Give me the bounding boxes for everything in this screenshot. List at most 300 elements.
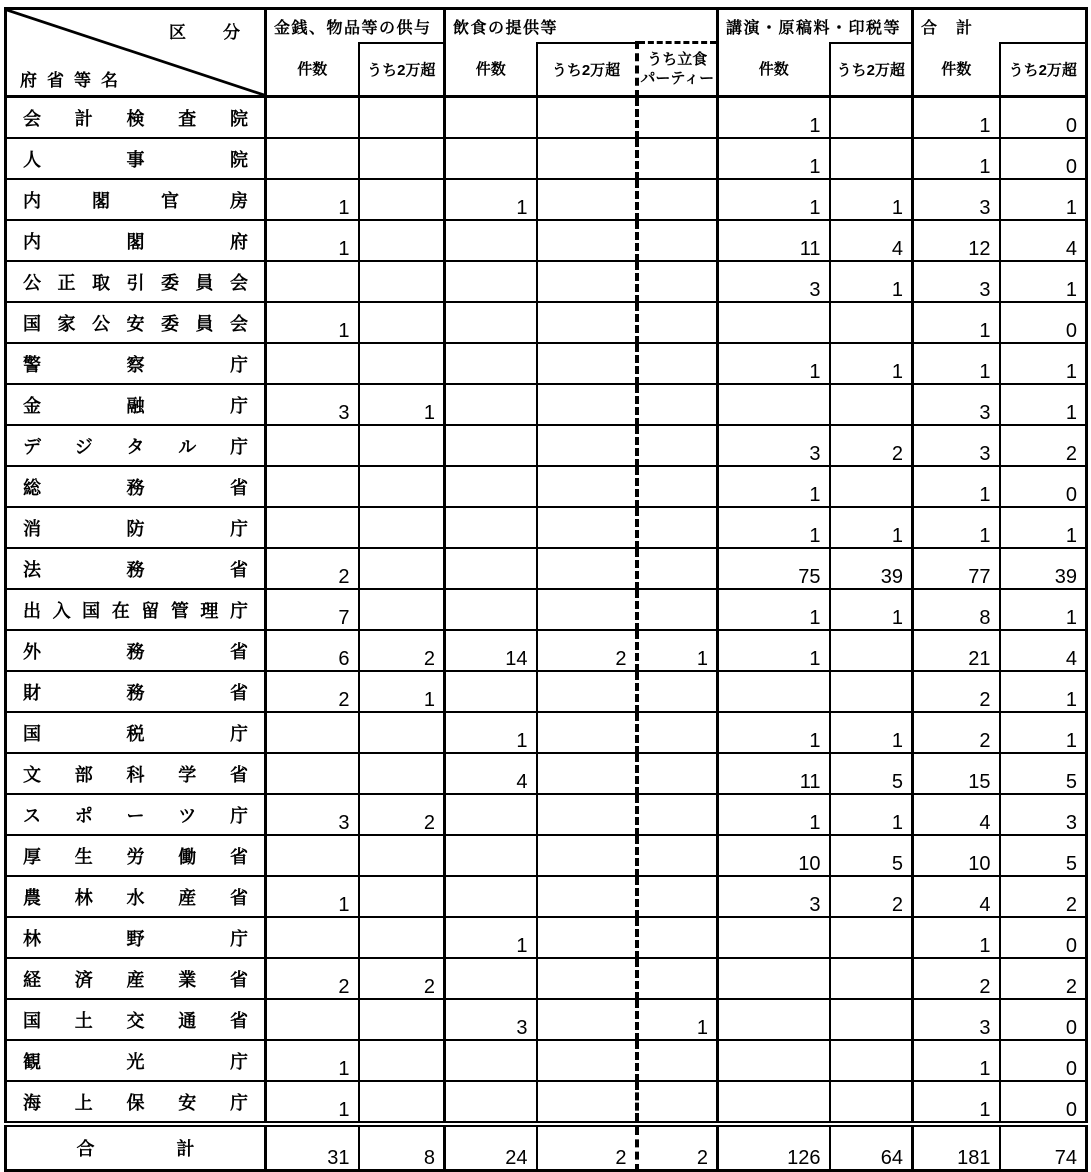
ministry-name: 厚 生 労 働 省 (6, 835, 266, 876)
cell-food-standing-party (637, 466, 718, 507)
cell-money-cases (266, 507, 359, 548)
cell-lecture-cases (718, 671, 830, 712)
table-row (6, 261, 1087, 302)
cell-money-over20k (359, 507, 445, 548)
ministry-name: 財 務 省 (6, 671, 266, 712)
cell-lecture-cases: 3 (718, 425, 830, 466)
cell-total-cases: 1 (913, 138, 1000, 179)
ministry-name: 外 務 省 (6, 630, 266, 671)
cell-money-over20k: 2 (359, 630, 445, 671)
cell-lecture-cases: 75 (718, 548, 830, 589)
cell-food-over20k (537, 1081, 637, 1124)
cell-total-over20k: 0 (1000, 917, 1087, 958)
cell-lecture-cases: 11 (718, 220, 830, 261)
cell-lecture-cases (718, 958, 830, 999)
cell-lecture-over20k: 1 (830, 261, 913, 302)
cell-food-over20k (537, 876, 637, 917)
cell-food-standing-party: 2 (637, 1124, 718, 1171)
cell-food-cases (445, 958, 537, 999)
cell-total-over20k: 4 (1000, 220, 1087, 261)
cell-money-over20k (359, 835, 445, 876)
cell-food-cases (445, 835, 537, 876)
cell-food-cases (445, 97, 537, 139)
cell-money-over20k: 2 (359, 794, 445, 835)
table-row (6, 343, 1087, 384)
cell-food-cases (445, 1081, 537, 1124)
cell-food-over20k (537, 671, 637, 712)
cell-food-over20k (537, 261, 637, 302)
cell-food-standing-party (637, 753, 718, 794)
cell-food-standing-party (637, 507, 718, 548)
cell-money-over20k (359, 220, 445, 261)
ministry-name: 総 務 省 (6, 466, 266, 507)
cell-lecture-over20k: 1 (830, 712, 913, 753)
cell-food-over20k (537, 220, 637, 261)
cell-total-over20k: 5 (1000, 835, 1087, 876)
ministry-name: 法 務 省 (6, 548, 266, 589)
cell-food-cases (445, 794, 537, 835)
cell-food-standing-party (637, 138, 718, 179)
cell-total-over20k: 1 (1000, 671, 1087, 712)
cell-food-standing-party (637, 548, 718, 589)
cell-money-over20k (359, 712, 445, 753)
standing-party-line2: パーティー (640, 69, 715, 87)
table-row (6, 97, 1087, 139)
cell-lecture-cases (718, 1040, 830, 1081)
cell-food-over20k (537, 302, 637, 343)
cell-money-over20k (359, 261, 445, 302)
cell-food-cases: 14 (445, 630, 537, 671)
cell-total-cases: 1 (913, 507, 1000, 548)
cell-food-standing-party (637, 97, 718, 139)
table-row (6, 1040, 1087, 1081)
cell-total-over20k: 74 (1000, 1124, 1087, 1171)
cell-lecture-cases (718, 917, 830, 958)
table-row (6, 712, 1087, 753)
cell-lecture-over20k (830, 917, 913, 958)
cell-lecture-cases (718, 1081, 830, 1124)
cell-money-over20k (359, 302, 445, 343)
ministry-name: 公 正 取 引 委 員 会 (6, 261, 266, 302)
cell-lecture-cases: 1 (718, 507, 830, 548)
cell-total-over20k: 1 (1000, 261, 1087, 302)
cell-total-over20k: 3 (1000, 794, 1087, 835)
cell-food-standing-party (637, 589, 718, 630)
cell-food-standing-party (637, 1040, 718, 1081)
cell-food-over20k (537, 97, 637, 139)
cell-food-over20k (537, 466, 637, 507)
cell-food-cases (445, 671, 537, 712)
ministry-name: 内 閣 府 (6, 220, 266, 261)
cell-lecture-over20k (830, 384, 913, 425)
ministry-name: 消 防 庁 (6, 507, 266, 548)
cell-lecture-over20k: 64 (830, 1124, 913, 1171)
cell-money-cases: 1 (266, 179, 359, 220)
cell-food-cases: 1 (445, 179, 537, 220)
subheader-over20k-lecture: うち2万超 (830, 43, 913, 97)
cell-food-standing-party (637, 261, 718, 302)
cell-food-standing-party (637, 179, 718, 220)
cell-total-cases: 1 (913, 1081, 1000, 1124)
ministry-name: 海 上 保 安 庁 (6, 1081, 266, 1124)
cell-money-over20k (359, 548, 445, 589)
table-row (6, 466, 1087, 507)
table-row (6, 425, 1087, 466)
cell-food-over20k (537, 343, 637, 384)
cell-money-over20k (359, 466, 445, 507)
table-row (6, 1081, 1087, 1124)
cell-food-cases (445, 425, 537, 466)
cell-lecture-over20k (830, 97, 913, 139)
cell-money-over20k: 1 (359, 384, 445, 425)
cell-food-over20k (537, 589, 637, 630)
table-row (6, 138, 1087, 179)
cell-lecture-cases: 1 (718, 712, 830, 753)
table-row (6, 548, 1087, 589)
subheader-cases-total: 件数 (913, 43, 1000, 97)
cell-food-cases (445, 507, 537, 548)
table-row (6, 671, 1087, 712)
cell-lecture-cases: 10 (718, 835, 830, 876)
cell-food-standing-party (637, 917, 718, 958)
cell-total-over20k: 1 (1000, 589, 1087, 630)
cell-total-cases: 3 (913, 425, 1000, 466)
cell-money-cases: 3 (266, 794, 359, 835)
cell-total-over20k: 4 (1000, 630, 1087, 671)
cell-food-standing-party (637, 835, 718, 876)
cell-lecture-over20k (830, 302, 913, 343)
cell-lecture-cases: 126 (718, 1124, 830, 1171)
table-row (6, 958, 1087, 999)
subheader-cases-food: 件数 (445, 43, 537, 97)
cell-total-over20k: 39 (1000, 548, 1087, 589)
cell-money-cases (266, 753, 359, 794)
cell-total-over20k: 0 (1000, 97, 1087, 139)
cell-food-cases (445, 343, 537, 384)
cell-total-cases: 1 (913, 917, 1000, 958)
cell-money-cases (266, 138, 359, 179)
cell-money-cases (266, 917, 359, 958)
cell-lecture-cases: 3 (718, 261, 830, 302)
subheader-cases-money: 件数 (266, 43, 359, 97)
cell-lecture-cases: 1 (718, 138, 830, 179)
cell-money-over20k (359, 917, 445, 958)
cell-lecture-over20k (830, 671, 913, 712)
cell-total-over20k: 1 (1000, 712, 1087, 753)
cell-money-over20k (359, 138, 445, 179)
cell-lecture-cases (718, 302, 830, 343)
cell-total-cases: 4 (913, 876, 1000, 917)
cell-money-cases (266, 425, 359, 466)
cell-lecture-cases: 1 (718, 466, 830, 507)
cell-lecture-over20k: 39 (830, 548, 913, 589)
cell-money-cases: 2 (266, 671, 359, 712)
cell-total-cases: 12 (913, 220, 1000, 261)
cell-lecture-over20k (830, 466, 913, 507)
cell-food-over20k: 2 (537, 1124, 637, 1171)
cell-lecture-over20k: 1 (830, 794, 913, 835)
ministry-name: 農 林 水 産 省 (6, 876, 266, 917)
cell-food-standing-party (637, 384, 718, 425)
table-row (6, 384, 1087, 425)
corner-header-cell (6, 9, 266, 97)
ministry-name: 出 入 国 在 留 管 理 庁 (6, 589, 266, 630)
cell-money-cases (266, 343, 359, 384)
cell-total-cases: 2 (913, 712, 1000, 753)
cell-lecture-over20k: 1 (830, 179, 913, 220)
table-row (6, 220, 1087, 261)
ministry-name: 国 税 庁 (6, 712, 266, 753)
cell-lecture-cases: 1 (718, 343, 830, 384)
cell-food-over20k (537, 835, 637, 876)
cell-lecture-cases (718, 384, 830, 425)
cell-money-over20k: 1 (359, 671, 445, 712)
ministry-name: デ ジ タ ル 庁 (6, 425, 266, 466)
cell-lecture-over20k: 5 (830, 753, 913, 794)
cell-food-cases (445, 302, 537, 343)
cell-food-cases: 1 (445, 917, 537, 958)
corner-label-category: 区 分 (169, 23, 250, 42)
table-row (6, 999, 1087, 1040)
subheader-standing-party (637, 43, 718, 97)
standing-party-line1: うち立食 (647, 50, 708, 68)
cell-money-over20k (359, 343, 445, 384)
cell-food-over20k (537, 179, 637, 220)
cell-money-over20k (359, 425, 445, 466)
header-group-row (6, 9, 1087, 43)
ministry-name: 会 計 検 査 院 (6, 97, 266, 139)
cell-lecture-over20k (830, 1040, 913, 1081)
cell-lecture-over20k: 1 (830, 589, 913, 630)
table-row (6, 917, 1087, 958)
ministry-name: 内 閣 官 房 (6, 179, 266, 220)
cell-lecture-over20k: 1 (830, 343, 913, 384)
table-row (6, 876, 1087, 917)
cell-food-standing-party (637, 425, 718, 466)
cell-money-cases (266, 466, 359, 507)
cell-money-cases (266, 261, 359, 302)
cell-food-cases (445, 1040, 537, 1081)
cell-food-standing-party (637, 302, 718, 343)
cell-food-over20k (537, 917, 637, 958)
table-row (6, 753, 1087, 794)
cell-money-cases: 1 (266, 876, 359, 917)
table-row (6, 302, 1087, 343)
cell-lecture-over20k (830, 958, 913, 999)
cell-total-cases: 77 (913, 548, 1000, 589)
cell-lecture-over20k (830, 630, 913, 671)
cell-food-cases: 24 (445, 1124, 537, 1171)
cell-lecture-over20k: 1 (830, 507, 913, 548)
cell-food-standing-party (637, 343, 718, 384)
subheader-over20k-food: うち2万超 (537, 43, 637, 97)
cell-money-over20k (359, 97, 445, 139)
cell-food-cases: 1 (445, 712, 537, 753)
cell-food-standing-party: 1 (637, 999, 718, 1040)
cell-money-over20k: 2 (359, 958, 445, 999)
cell-food-cases (445, 466, 537, 507)
cell-total-over20k: 1 (1000, 384, 1087, 425)
cell-food-over20k (537, 425, 637, 466)
cell-food-over20k (537, 1040, 637, 1081)
cell-money-cases: 1 (266, 302, 359, 343)
cell-food-over20k (537, 958, 637, 999)
cell-food-cases (445, 138, 537, 179)
cell-lecture-over20k (830, 999, 913, 1040)
cell-money-over20k (359, 999, 445, 1040)
cell-food-standing-party: 1 (637, 630, 718, 671)
table-row (6, 794, 1087, 835)
cell-food-cases (445, 220, 537, 261)
cell-food-over20k (537, 999, 637, 1040)
cell-money-cases (266, 835, 359, 876)
cell-total-cases: 21 (913, 630, 1000, 671)
cell-money-cases: 2 (266, 548, 359, 589)
cell-lecture-cases (718, 999, 830, 1040)
table-row (6, 179, 1087, 220)
cell-food-cases (445, 548, 537, 589)
cell-lecture-over20k: 4 (830, 220, 913, 261)
ministry-name: 林 野 庁 (6, 917, 266, 958)
cell-total-over20k: 1 (1000, 179, 1087, 220)
cell-total-over20k: 0 (1000, 466, 1087, 507)
cell-lecture-cases: 1 (718, 97, 830, 139)
cell-money-over20k (359, 876, 445, 917)
table-row (6, 835, 1087, 876)
cell-lecture-over20k (830, 138, 913, 179)
ministry-name: 国 家 公 安 委 員 会 (6, 302, 266, 343)
cell-food-cases (445, 261, 537, 302)
cell-money-over20k (359, 1040, 445, 1081)
cell-total-cases: 15 (913, 753, 1000, 794)
cell-money-cases (266, 97, 359, 139)
cell-total-over20k: 1 (1000, 507, 1087, 548)
cell-lecture-over20k: 5 (830, 835, 913, 876)
cell-lecture-cases: 1 (718, 589, 830, 630)
ministry-name: 金 融 庁 (6, 384, 266, 425)
corner-label-ministry: 府省等名 (20, 71, 128, 90)
cell-money-cases: 31 (266, 1124, 359, 1171)
cell-food-standing-party (637, 958, 718, 999)
cell-total-cases: 8 (913, 589, 1000, 630)
cell-total-over20k: 2 (1000, 425, 1087, 466)
cell-lecture-over20k (830, 1081, 913, 1124)
cell-lecture-cases: 1 (718, 179, 830, 220)
cell-money-cases: 2 (266, 958, 359, 999)
cell-money-over20k (359, 1081, 445, 1124)
cell-total-cases: 1 (913, 466, 1000, 507)
grand-total-label: 合 計 (6, 1124, 266, 1171)
cell-money-cases: 1 (266, 220, 359, 261)
cell-money-over20k (359, 753, 445, 794)
cell-total-cases: 3 (913, 999, 1000, 1040)
cell-food-over20k: 2 (537, 630, 637, 671)
cell-total-over20k: 1 (1000, 343, 1087, 384)
cell-food-over20k (537, 548, 637, 589)
cell-food-over20k (537, 384, 637, 425)
cell-total-over20k: 2 (1000, 876, 1087, 917)
cell-money-cases: 7 (266, 589, 359, 630)
cell-lecture-cases: 1 (718, 630, 830, 671)
cell-food-over20k (537, 753, 637, 794)
ministry-name: 文 部 科 学 省 (6, 753, 266, 794)
cell-total-cases: 181 (913, 1124, 1000, 1171)
cell-money-cases: 6 (266, 630, 359, 671)
cell-total-over20k: 5 (1000, 753, 1087, 794)
cell-food-standing-party (637, 1081, 718, 1124)
ministry-name: 経 済 産 業 省 (6, 958, 266, 999)
cell-food-cases: 4 (445, 753, 537, 794)
cell-money-cases: 1 (266, 1040, 359, 1081)
cell-total-cases: 1 (913, 343, 1000, 384)
ministry-name: 観 光 庁 (6, 1040, 266, 1081)
subheader-over20k-total: うち2万超 (1000, 43, 1087, 97)
cell-total-over20k: 0 (1000, 999, 1087, 1040)
report-table (4, 7, 1088, 1172)
cell-food-cases (445, 384, 537, 425)
cell-lecture-cases: 3 (718, 876, 830, 917)
cell-food-over20k (537, 712, 637, 753)
cell-food-standing-party (637, 712, 718, 753)
cell-food-standing-party (637, 794, 718, 835)
group-header-food-drink: 飲食の提供等 (445, 9, 718, 43)
ministry-name: ス ポ ー ツ 庁 (6, 794, 266, 835)
group-header-money-goods: 金銭、物品等の供与 (266, 9, 445, 43)
group-header-lecture-fees: 講演・原稿料・印税等 (718, 9, 913, 43)
cell-lecture-over20k: 2 (830, 876, 913, 917)
cell-total-over20k: 0 (1000, 1040, 1087, 1081)
cell-money-cases (266, 999, 359, 1040)
cell-total-over20k: 0 (1000, 302, 1087, 343)
cell-total-cases: 1 (913, 1040, 1000, 1081)
cell-total-cases: 3 (913, 261, 1000, 302)
cell-total-cases: 1 (913, 302, 1000, 343)
cell-food-over20k (537, 138, 637, 179)
cell-food-standing-party (637, 220, 718, 261)
subheader-cases-lecture: 件数 (718, 43, 830, 97)
cell-total-cases: 3 (913, 179, 1000, 220)
cell-food-cases (445, 876, 537, 917)
cell-total-cases: 3 (913, 384, 1000, 425)
grand-total-row (6, 1124, 1087, 1171)
cell-money-over20k (359, 179, 445, 220)
cell-food-cases (445, 589, 537, 630)
cell-food-over20k (537, 794, 637, 835)
cell-food-standing-party (637, 876, 718, 917)
table-body (6, 97, 1087, 1171)
subheader-over20k-money: うち2万超 (359, 43, 445, 97)
cell-money-cases (266, 712, 359, 753)
cell-total-cases: 1 (913, 97, 1000, 139)
cell-total-cases: 2 (913, 671, 1000, 712)
cell-lecture-cases: 1 (718, 794, 830, 835)
cell-food-standing-party (637, 671, 718, 712)
cell-lecture-cases: 11 (718, 753, 830, 794)
cell-total-cases: 10 (913, 835, 1000, 876)
cell-money-over20k: 8 (359, 1124, 445, 1171)
cell-total-over20k: 0 (1000, 138, 1087, 179)
cell-total-cases: 4 (913, 794, 1000, 835)
table-row (6, 630, 1087, 671)
ministry-name: 人 事 院 (6, 138, 266, 179)
cell-money-cases: 3 (266, 384, 359, 425)
cell-total-over20k: 0 (1000, 1081, 1087, 1124)
cell-money-over20k (359, 589, 445, 630)
group-header-grand-total: 合 計 (913, 9, 1087, 43)
cell-food-over20k (537, 507, 637, 548)
cell-total-over20k: 2 (1000, 958, 1087, 999)
cell-money-cases: 1 (266, 1081, 359, 1124)
